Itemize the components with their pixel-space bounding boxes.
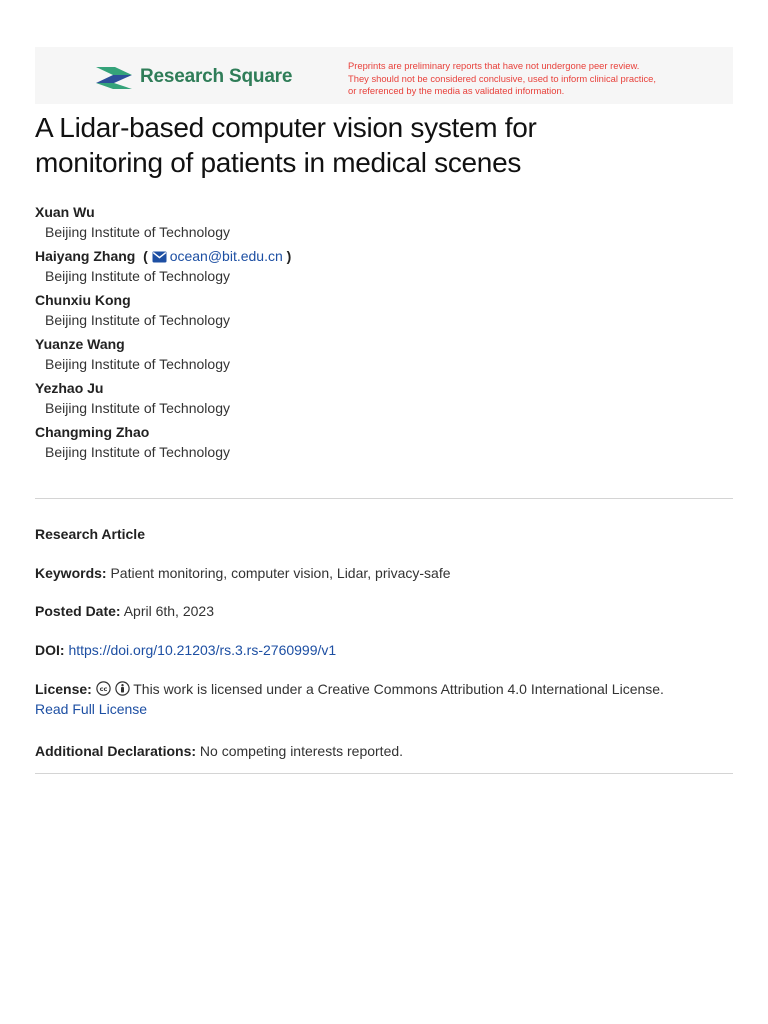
author-entry xyxy=(35,334,735,374)
notice-line: They should not be considered conclusive, used to inform clinical practice, xyxy=(348,72,656,84)
author-affiliation: Beijing Institute of Technology xyxy=(45,224,230,240)
author-email-link[interactable]: ocean@bit.edu.cn xyxy=(169,248,283,264)
author-affiliation: Beijing Institute of Technology xyxy=(45,356,230,372)
article-type xyxy=(35,524,735,544)
author-name: Changming Zhao xyxy=(35,424,150,440)
doi-row xyxy=(35,640,735,660)
author-name: Haiyang Zhang xyxy=(35,248,136,264)
title-line: monitoring of patients in medical scenes xyxy=(35,147,522,178)
posted-date-value: April 6th, 2023 xyxy=(123,603,214,619)
svg-text:cc: cc xyxy=(99,685,108,693)
author-name-row xyxy=(35,246,735,266)
license-text: This work is licensed under a Creative Commons Attribution 4.0 International License. xyxy=(133,681,664,697)
section-divider xyxy=(35,498,733,499)
author-entry xyxy=(35,422,735,462)
author-entry xyxy=(35,202,735,242)
author-affiliation: Beijing Institute of Technology xyxy=(45,444,230,460)
posted-date-label: Posted Date: xyxy=(35,603,121,619)
cc-icon xyxy=(96,681,111,696)
section-divider xyxy=(35,773,733,774)
author-name: Xuan Wu xyxy=(35,204,95,220)
by-icon xyxy=(115,681,130,696)
posted-date-row xyxy=(35,601,735,621)
title-line: A Lidar-based computer vision system for xyxy=(35,112,537,143)
notice-line: Preprints are preliminary reports that have not undergone peer review. xyxy=(348,60,640,71)
license-label: License: xyxy=(35,681,92,697)
envelope-icon xyxy=(152,251,167,263)
declarations-label: Additional Declarations: xyxy=(35,743,197,759)
preprint-banner xyxy=(35,47,733,104)
declarations-row xyxy=(35,741,735,761)
author-entry xyxy=(35,290,735,330)
author-affiliation: Beijing Institute of Technology xyxy=(45,400,230,416)
paper-title xyxy=(35,110,735,180)
keywords-value: Patient monitoring, computer vision, Lidar, privacy-safe xyxy=(110,565,451,581)
notice-line: or referenced by the media as validated information. xyxy=(348,85,565,97)
logo-text: Research Square xyxy=(140,66,293,87)
author-name: Yuanze Wang xyxy=(35,336,125,352)
read-full-license-link[interactable]: Read Full License xyxy=(35,701,148,717)
license-row xyxy=(35,679,735,719)
author-name: Yezhao Ju xyxy=(35,380,104,396)
doi-link[interactable]: https://doi.org/10.21203/rs.3.rs-2760999/v1 xyxy=(68,642,337,658)
author-name: Chunxiu Kong xyxy=(35,292,131,308)
preprint-notice xyxy=(348,60,728,98)
email-open-paren: ( xyxy=(139,248,148,264)
author-entry xyxy=(35,378,735,418)
article-type-text: Research Article xyxy=(35,526,145,542)
doi-label: DOI: xyxy=(35,642,65,658)
author-affiliation: Beijing Institute of Technology xyxy=(45,312,230,328)
author-affiliation: Beijing Institute of Technology xyxy=(45,268,230,284)
author-list xyxy=(35,202,735,466)
research-square-logo[interactable] xyxy=(95,64,292,90)
email-close-paren: ) xyxy=(286,248,292,264)
author-entry xyxy=(35,246,735,286)
research-square-logo-icon xyxy=(95,64,133,90)
keywords-row xyxy=(35,563,735,583)
declarations-value: No competing interests reported. xyxy=(199,743,404,759)
keywords-label: Keywords: xyxy=(35,565,107,581)
